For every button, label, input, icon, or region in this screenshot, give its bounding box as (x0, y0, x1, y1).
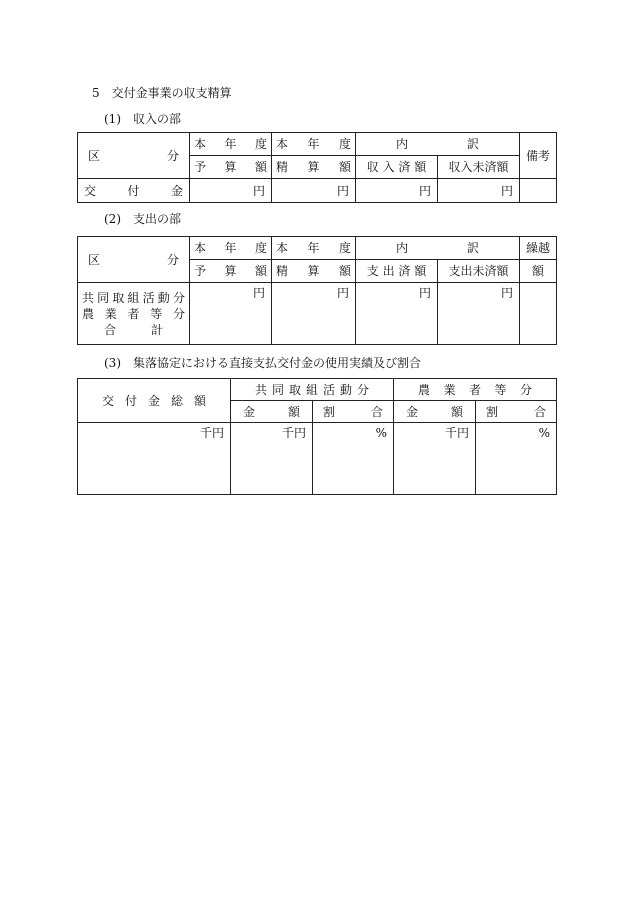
expense-carry-cell (520, 283, 557, 345)
usage-joint-ratio: 割 合 (313, 401, 394, 423)
income-col-settle-1: 本 年 度 (272, 133, 356, 156)
income-heading: (1) 収入の部 (104, 112, 181, 126)
income-settle-yen: 円 (272, 179, 356, 203)
usage-joint-ratio-unit: % (313, 423, 394, 495)
expense-col-budget-1: 本 年 度 (190, 237, 272, 260)
expense-col-breakdown: 内 訳 (356, 237, 520, 260)
usage-farmer-amount: 金 額 (394, 401, 476, 423)
expense-col-paid: 支 出 済 額 (356, 260, 438, 283)
income-received-yen: 円 (356, 179, 438, 203)
usage-total-unit: 千円 (78, 423, 231, 495)
income-row-label: 交 付 金 (78, 179, 190, 203)
expense-settle-yen: 円 (272, 283, 356, 345)
income-col-budget-1: 本 年 度 (190, 133, 272, 156)
usage-table (77, 378, 557, 495)
expense-heading: (2) 支出の部 (104, 212, 181, 226)
income-col-budget-2: 予 算 額 (190, 156, 272, 179)
income-budget-yen: 円 (190, 179, 272, 203)
usage-joint-amount: 金 額 (231, 401, 313, 423)
usage-farmer-ratio: 割 合 (476, 401, 557, 423)
usage-farmer-amount-unit: 千円 (394, 423, 476, 495)
expense-col-kubun: 区 分 (78, 237, 190, 283)
income-col-remarks: 備考 (520, 133, 557, 179)
usage-joint-amount-unit: 千円 (231, 423, 313, 495)
income-remarks-cell (520, 179, 557, 203)
expense-unpaid-yen: 円 (438, 283, 520, 345)
section-title: 5 交付金事業の収支精算 (92, 86, 232, 100)
expense-col-carry-2: 額 (520, 260, 557, 283)
expense-budget-yen: 円 (190, 283, 272, 345)
usage-col-joint: 共 同 取 組 活 動 分 (231, 379, 394, 401)
income-col-breakdown: 内 訳 (356, 133, 520, 156)
expense-col-settle-1: 本 年 度 (272, 237, 356, 260)
usage-heading: (3) 集落協定における直接支払交付金の使用実績及び割合 (104, 356, 422, 370)
expense-col-unpaid: 支出未済額 (438, 260, 520, 283)
income-table (77, 132, 557, 203)
usage-farmer-ratio-unit: % (476, 423, 557, 495)
expense-col-settle-2: 精 算 額 (272, 260, 356, 283)
expense-row-farmer: 農 業 者 等 分 (82, 306, 185, 321)
income-col-received: 収 入 済 額 (356, 156, 438, 179)
expense-col-budget-2: 予 算 額 (190, 260, 272, 283)
expense-row-joint: 共 同 取 組 活 動 分 (82, 290, 185, 305)
expense-paid-yen: 円 (356, 283, 438, 345)
expense-col-carry-1: 繰越 (520, 237, 557, 260)
income-unreceived-yen: 円 (438, 179, 520, 203)
income-col-unreceived: 収入未済額 (438, 156, 520, 179)
usage-col-farmer: 農 業 者 等 分 (394, 379, 557, 401)
income-col-kubun: 区 分 (78, 133, 190, 179)
usage-col-total: 交 付 金 総 額 (78, 379, 231, 423)
expense-table (77, 236, 557, 345)
expense-row-labels (78, 283, 190, 345)
expense-row-total: 合 計 (104, 322, 163, 337)
income-col-settle-2: 精 算 額 (272, 156, 356, 179)
